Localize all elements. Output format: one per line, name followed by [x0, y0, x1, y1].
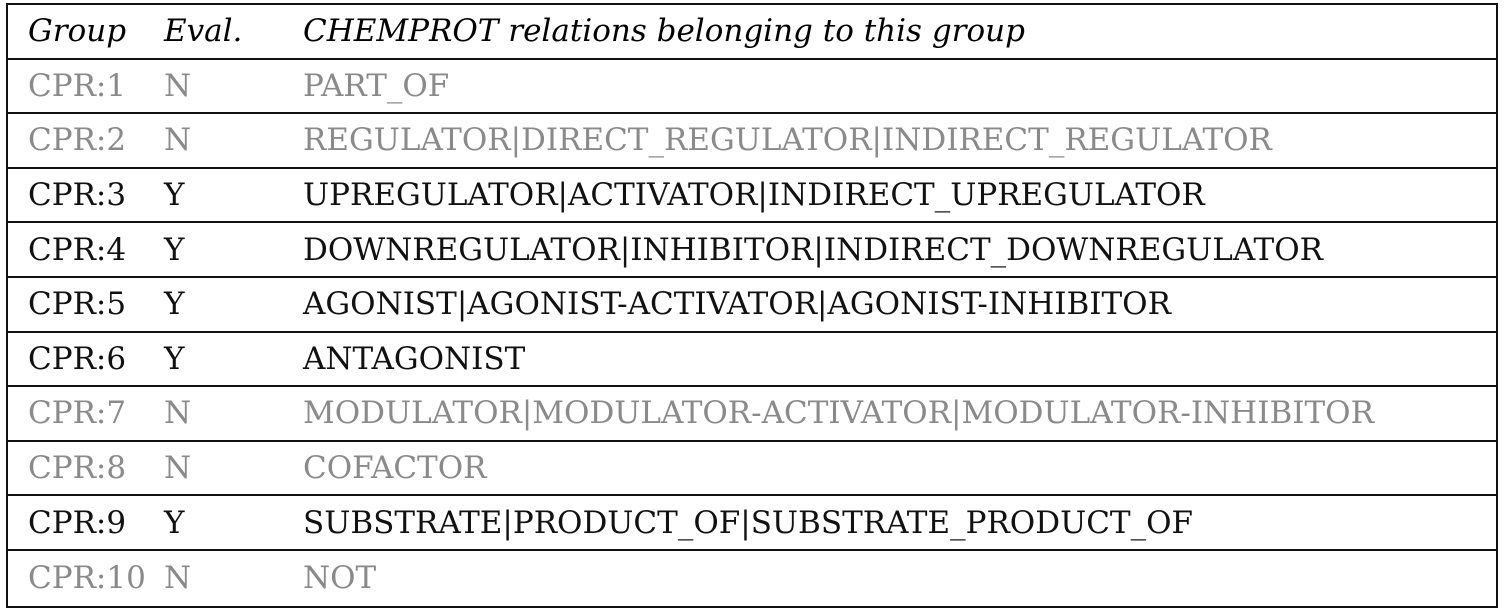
row-relations: DOWNREGULATOR|INHIBITOR|INDIRECT_DOWNREGULATOR [303, 231, 1323, 268]
row-eval: Y [164, 504, 185, 541]
row-relations: MODULATOR|MODULATOR-ACTIVATOR|MODULATOR-INHIBITOR [303, 395, 1374, 432]
row-relations: NOT [303, 560, 377, 597]
row-eval: N [164, 122, 192, 159]
row-group: CPR:4 [28, 231, 127, 268]
row-group: CPR:3 [28, 177, 127, 214]
row-eval: N [164, 560, 192, 597]
row-relations: UPREGULATOR|ACTIVATOR|INDIRECT_UPREGULATOR [303, 177, 1205, 214]
row-eval: N [164, 450, 192, 487]
table-row [8, 114, 1496, 169]
row-relations: AGONIST|AGONIST-ACTIVATOR|AGONIST-INHIBITOR [303, 286, 1171, 323]
row-group: CPR:2 [28, 122, 127, 159]
row-group: CPR:8 [28, 450, 127, 487]
row-eval: N [164, 67, 192, 104]
row-group: CPR:5 [28, 286, 127, 323]
table-row [8, 387, 1496, 442]
row-relations: ANTAGONIST [303, 340, 526, 377]
row-relations: REGULATOR|DIRECT_REGULATOR|INDIRECT_REGULATOR [303, 122, 1272, 159]
header-group: Group [28, 13, 127, 50]
table-row [8, 278, 1496, 333]
row-eval: Y [164, 177, 185, 214]
row-eval: Y [164, 286, 185, 323]
chemprot-groups-table [6, 3, 1498, 608]
table-row [8, 442, 1496, 497]
row-eval: N [164, 395, 192, 432]
row-eval: Y [164, 231, 185, 268]
row-group: CPR:10 [28, 560, 146, 597]
table-row [8, 333, 1496, 388]
table-header-row [8, 5, 1496, 60]
table-row [8, 496, 1496, 551]
row-group: CPR:6 [28, 340, 127, 377]
row-eval: Y [164, 340, 185, 377]
table-row [8, 223, 1496, 278]
row-relations: COFACTOR [303, 450, 487, 487]
table-row [8, 60, 1496, 115]
row-relations: PART_OF [303, 67, 450, 104]
row-group: CPR:7 [28, 395, 127, 432]
table-row [8, 169, 1496, 224]
table-row [8, 551, 1496, 606]
header-relations: CHEMPROT relations belonging to this group [303, 13, 1025, 50]
row-group: CPR:9 [28, 504, 127, 541]
row-relations: SUBSTRATE|PRODUCT_OF|SUBSTRATE_PRODUCT_OF [303, 504, 1194, 541]
header-eval: Eval. [164, 13, 243, 50]
row-group: CPR:1 [28, 67, 127, 104]
